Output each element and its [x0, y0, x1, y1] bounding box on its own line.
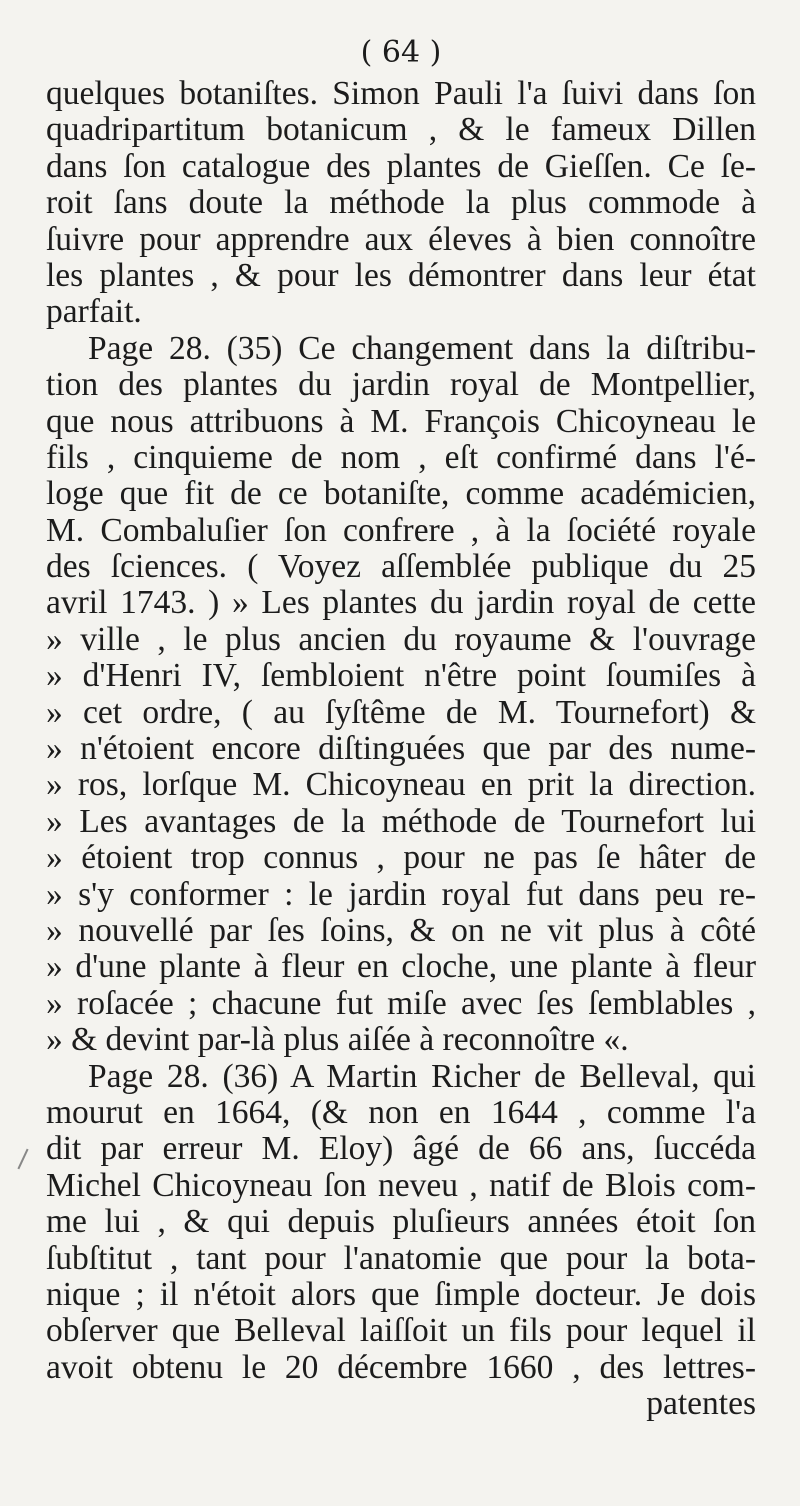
text-line: nique ; il n'étoit alors que ſimple docteur. Je dois [46, 1276, 756, 1313]
text-line: me lui , & qui depuis pluſieurs années étoit ſon [46, 1204, 756, 1241]
text-line: ſubſtitut , tant pour l'anatomie que pour la bota- [46, 1240, 756, 1277]
margin-mark [17, 1149, 28, 1170]
text-line: Page 28. (36) A Martin Richer de Belleval, qui [88, 1058, 756, 1095]
text-line: patentes [646, 1386, 756, 1423]
text-line: M. Combaluſier ſon confrere , à la ſociété royale [46, 512, 756, 549]
text-line: » & devint par-là plus aiſée à reconnoître «. [46, 1022, 629, 1059]
text-line: avril 1743. ) » Les plantes du jardin royal de cette [46, 585, 756, 622]
text-line: des ſciences. ( Voyez aſſemblée publique du 25 [46, 549, 756, 586]
text-line: » Les avantages de la méthode de Tournefort lui [46, 803, 756, 840]
page-number: ( 64 ) [360, 35, 442, 70]
text-body [46, 76, 756, 1422]
text-line: » s'y conformer : le jardin royal fut dans peu re- [46, 876, 756, 913]
text-line: » d'une plante à fleur en cloche, une plante à fleur [46, 949, 756, 986]
text-line: obſerver que Belleval laiſſoit un fils pour lequel il [46, 1313, 756, 1350]
text-line: » n'étoient encore diſtinguées que par des nume- [46, 731, 756, 768]
text-line: les plantes , & pour les démontrer dans leur état [46, 257, 756, 294]
text-line: dans ſon catalogue des plantes de Gieſſen. Ce ſe- [46, 148, 756, 185]
text-line: avoit obtenu le 20 décembre 1660 , des lettres- [46, 1349, 756, 1386]
text-line: dit par erreur M. Eloy) âgé de 66 ans, ſuccéda [46, 1131, 756, 1168]
text-line: loge que fit de ce botaniſte, comme académicien, [46, 476, 756, 513]
text-line: quadripartitum botanicum , & le fameux Dillen [46, 112, 756, 149]
text-line: » nouvellé par ſes ſoins, & on ne vit plus à côté [46, 912, 756, 949]
text-line: Michel Chicoyneau ſon neveu , natif de Blois com- [46, 1167, 756, 1204]
text-line: » ville , le plus ancien du royaume & l'ouvrage [46, 621, 756, 658]
text-line: mourut en 1664, (& non en 1644 , comme l'a [46, 1094, 756, 1131]
text-line: que nous attribuons à M. François Chicoyneau le [46, 403, 756, 440]
text-line: Page 28. (35) Ce changement dans la diſtribu- [88, 330, 756, 367]
text-line: » d'Henri IV, ſembloient n'être point ſoumiſes à [46, 658, 756, 695]
text-line: quelques botaniſtes. Simon Pauli l'a ſuivi dans ſon [46, 76, 756, 112]
text-line: » roſacée ; chacune fut miſe avec ſes ſemblables , [46, 985, 756, 1022]
text-line: parfait. [46, 294, 142, 331]
text-line: » cet ordre, ( au ſyſtême de M. Tournefort) & [46, 694, 756, 731]
text-line: fils , cinquieme de nom , eſt confirmé dans l'é- [46, 439, 756, 476]
text-line: ſuivre pour apprendre aux éleves à bien connoître [46, 221, 756, 258]
text-line: tion des plantes du jardin royal de Montpellier, [46, 367, 756, 404]
text-line: » étoient trop connus , pour ne pas ſe hâter de [46, 840, 756, 877]
text-line: roit ſans doute la méthode la plus commode à [46, 185, 756, 222]
text-line: » ros, lorſque M. Chicoyneau en prit la direction. [46, 767, 756, 804]
